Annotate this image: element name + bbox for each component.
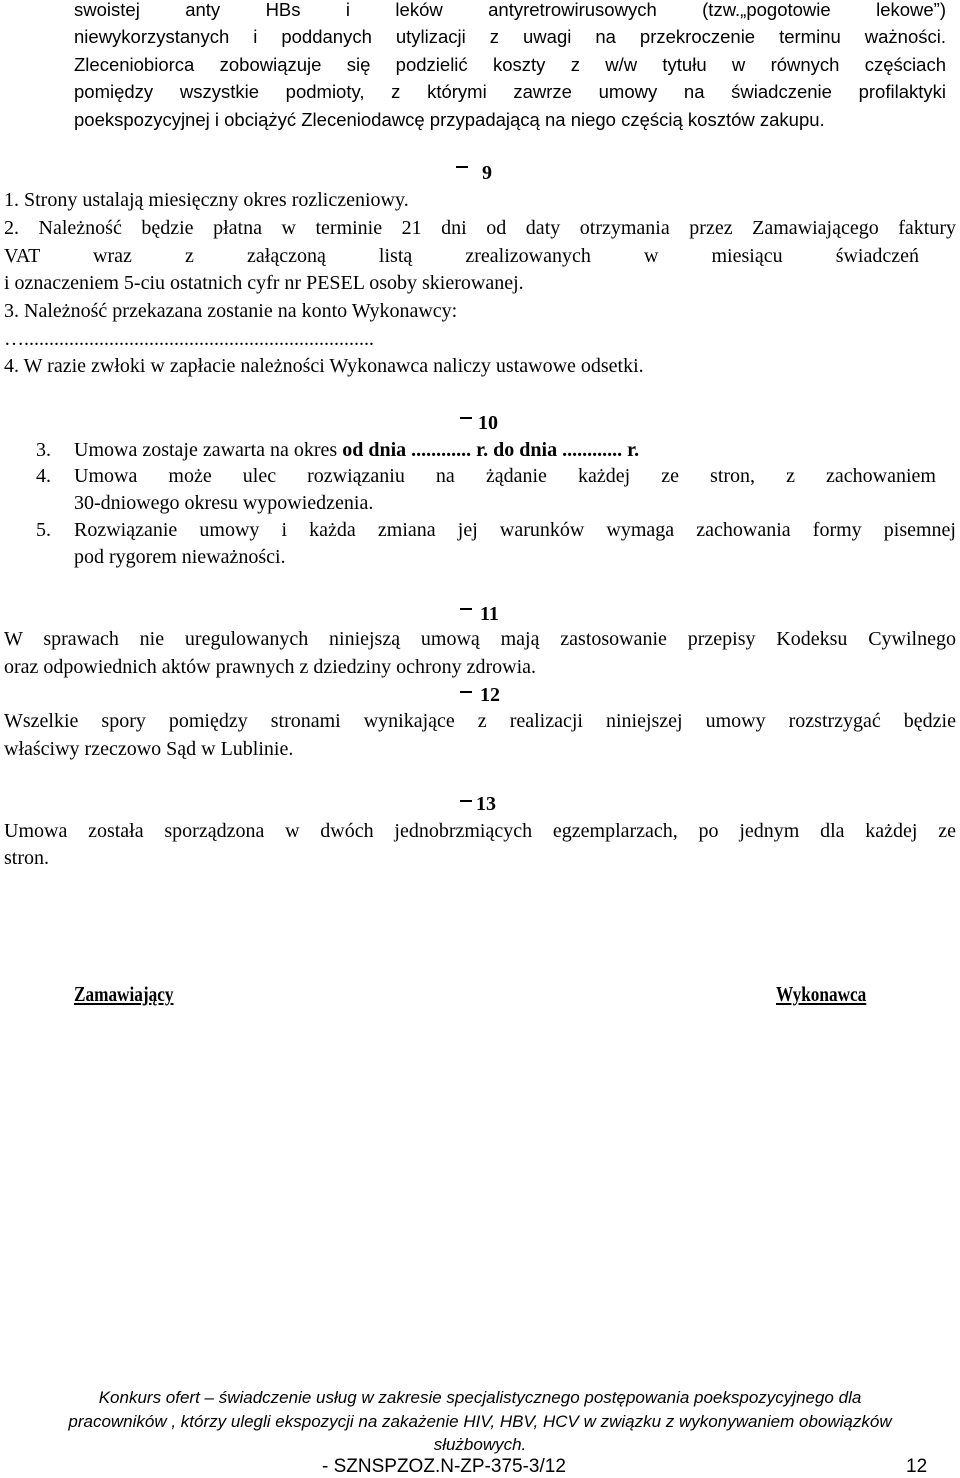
- sec9-item-1: 1. Strony ustalają miesięczny okres rozliczeniowy.: [4, 189, 409, 211]
- signature-label-zamawiajacy: Zamawiający: [74, 982, 174, 1006]
- sec9-item-3: 3. Należność przekazana zostanie na konto Wykonawcy:: [4, 300, 458, 322]
- section-number-11: 11: [480, 603, 499, 625]
- sec9-item-2-line3: i oznaczeniem 5-ciu ostatnich cyfr nr PESEL osoby skierowanej.: [4, 272, 524, 294]
- footer-line-2: pracowników , którzy ulegli ekspozycji na zakażenie HIV, HBV, HCV w związku z wykonywaniem obowiązków: [68, 1412, 892, 1431]
- paragraph-symbol-icon: [460, 608, 472, 610]
- sec10-item-3-num: 3.: [36, 439, 51, 461]
- section-number-10: 10: [478, 412, 498, 434]
- sec10-item-5-line1: Rozwiązanie umowy i każda zmiana jej warunków wymaga zachowania formy pisemnej: [74, 519, 956, 541]
- sec9-item-2-line1: 2. Należność będzie płatna w terminie 21 dni od daty otrzymania przez Zamawiającego faktury: [4, 217, 956, 239]
- body-line: Zleceniobiorca zobowiązuje się podzielić koszty z w/w tytułu w równych częściach: [74, 54, 946, 75]
- document-reference: - SZNSPZOZ.N-ZP-375-3/12: [322, 1456, 566, 1477]
- signature-label-wykonawca: Wykonawca: [776, 982, 867, 1006]
- contract-period: od dnia ............ r. do dnia ............ r.: [342, 439, 640, 461]
- sec10-item-5-line2: pod rygorem nieważności.: [74, 546, 286, 568]
- sec11-line2: oraz odpowiednich aktów prawnych z dziedziny ochrony zdrowia.: [4, 656, 537, 678]
- sec10-item-3: [74, 436, 639, 464]
- account-number-placeholder: …......................................................................: [4, 328, 374, 350]
- sec10-item-5-num: 5.: [36, 519, 51, 541]
- body-line: niewykorzystanych i poddanych utylizacji z uwagi na przekroczenie terminu ważności.: [74, 26, 946, 47]
- paragraph-symbol-icon: [460, 800, 472, 802]
- page-number: 12: [906, 1456, 928, 1477]
- footer-line-1: Konkurs ofert – świadczenie usług w zakresie specjalistycznego postępowania poekspozycyjnego dla: [98, 1388, 862, 1407]
- sec13-line1: Umowa została sporządzona w dwóch jednobrzmiących egzemplarzach, po jednym dla każdej ze: [4, 820, 956, 842]
- sec10-item-3-text: Umowa zostaje zawarta na okres: [74, 439, 343, 461]
- paragraph-symbol-icon: [456, 166, 468, 168]
- sec9-item-4: 4. W razie zwłoki w zapłacie należności Wykonawca naliczy ustawowe odsetki.: [4, 355, 644, 377]
- section-number-13: 13: [476, 793, 496, 815]
- sec10-item-4-line2: 30-dniowego okresu wypowiedzenia.: [74, 492, 374, 514]
- paragraph-symbol-icon: [460, 417, 472, 419]
- paragraph-symbol-icon: [460, 691, 472, 693]
- sec9-item-2-line2: VAT wraz z załączoną listą zrealizowanych w miesiącu świadczeń: [4, 245, 919, 267]
- sec13-line2: stron.: [4, 847, 49, 869]
- body-line: swoistej anty HBs i leków antyretrowirusowych (tzw.„pogotowie lekowe”): [74, 0, 946, 20]
- section-number-12: 12: [480, 684, 500, 706]
- section-number-9: 9: [482, 162, 492, 184]
- sec10-item-4-line1: Umowa może ulec rozwiązaniu na żądanie każdej ze stron, z zachowaniem: [74, 465, 936, 487]
- body-line: pomiędzy wszystkie podmioty, z którymi zawrze umowy na świadczenie profilaktyki: [74, 81, 946, 102]
- sec12-line2: właściwy rzeczowo Sąd w Lublinie.: [4, 738, 294, 760]
- sec12-line1: Wszelkie spory pomiędzy stronami wynikające z realizacji niniejszej umowy rozstrzygać będzie: [4, 710, 956, 732]
- sec10-item-4-num: 4.: [36, 465, 51, 487]
- body-line: poekspozycyjnej i obciążyć Zleceniodawcę przypadającą na niego częścią kosztów zakupu.: [74, 109, 825, 130]
- footer-line-3: służbowych.: [433, 1435, 527, 1454]
- sec11-line1: W sprawach nie uregulowanych niniejszą umową mają zastosowanie przepisy Kodeksu Cywilnego: [4, 628, 956, 650]
